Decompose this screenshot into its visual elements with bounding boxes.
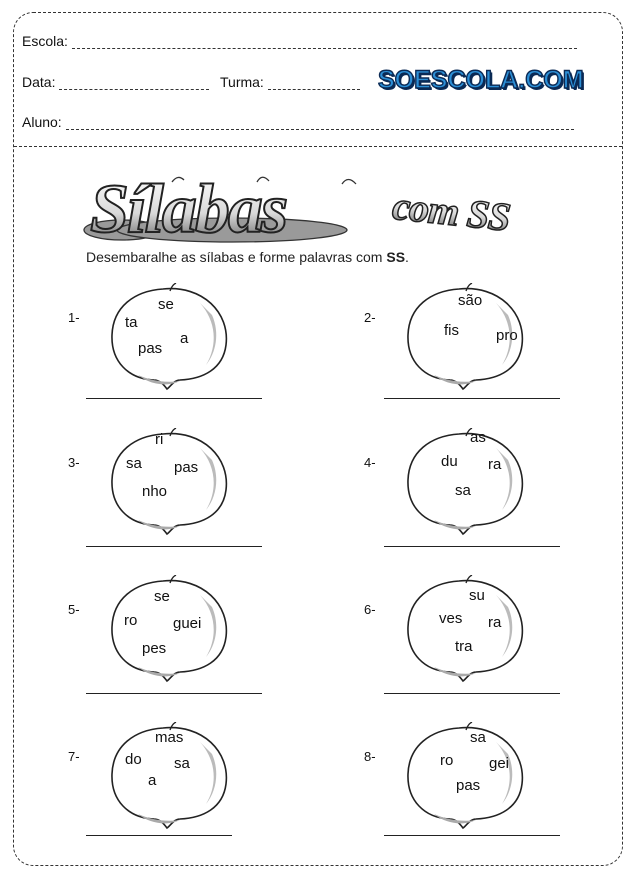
fruit-outline-icon bbox=[404, 575, 529, 685]
syllable: ta bbox=[125, 314, 138, 331]
school-field bbox=[22, 33, 577, 49]
syllable: du bbox=[441, 453, 458, 470]
syllable: se bbox=[158, 296, 174, 313]
syllable: ro bbox=[440, 752, 454, 769]
exercise-number: 1- bbox=[68, 310, 80, 325]
date-field bbox=[22, 74, 209, 90]
instruction-bold: SS bbox=[386, 249, 406, 265]
syllable: pas bbox=[174, 459, 199, 476]
answer-line[interactable] bbox=[384, 693, 560, 694]
syllable: pes bbox=[142, 640, 167, 657]
syllable: ri bbox=[155, 431, 164, 448]
syllable: sa bbox=[174, 755, 190, 772]
class-label: Turma: bbox=[220, 74, 264, 90]
answer-line[interactable] bbox=[384, 398, 560, 399]
syllable: sa bbox=[126, 455, 142, 472]
syllable: pas bbox=[456, 777, 481, 794]
syllable: fis bbox=[444, 322, 459, 339]
school-label: Escola: bbox=[22, 33, 68, 49]
date-label: Data: bbox=[22, 74, 56, 90]
answer-line[interactable] bbox=[86, 693, 262, 694]
exercise-number: 2- bbox=[364, 310, 376, 325]
page-border bbox=[13, 12, 623, 866]
syllable: pas bbox=[138, 340, 163, 357]
date-line[interactable] bbox=[59, 77, 209, 90]
syllable: pro bbox=[496, 327, 518, 344]
syllable: sa bbox=[455, 482, 471, 499]
exercise-number: 4- bbox=[364, 455, 376, 470]
syllable: são bbox=[458, 292, 483, 309]
answer-line[interactable] bbox=[86, 835, 232, 836]
syllable: su bbox=[469, 587, 485, 604]
brand-logo: SOESCOLA.COM bbox=[378, 66, 584, 94]
answer-line[interactable] bbox=[86, 546, 262, 547]
answer-line[interactable] bbox=[86, 398, 262, 399]
student-label: Aluno: bbox=[22, 114, 62, 130]
syllable: do bbox=[125, 751, 142, 768]
header-divider bbox=[14, 146, 622, 147]
syllable: guei bbox=[173, 615, 202, 632]
syllable: as bbox=[470, 429, 486, 446]
syllable: mas bbox=[155, 729, 184, 746]
syllable: sa bbox=[470, 729, 486, 746]
title-suffix: com SS bbox=[390, 182, 512, 240]
school-line[interactable] bbox=[72, 36, 577, 49]
class-field bbox=[220, 74, 360, 90]
fruit-outline-icon bbox=[108, 575, 233, 685]
title-main: Sílabas bbox=[90, 172, 287, 247]
exercise-number: 3- bbox=[68, 455, 80, 470]
student-line[interactable] bbox=[66, 117, 574, 130]
syllable: nho bbox=[142, 483, 168, 500]
syllable: se bbox=[154, 588, 170, 605]
exercise-number: 8- bbox=[364, 749, 376, 764]
syllable: ra bbox=[488, 614, 502, 631]
syllable: a bbox=[180, 330, 189, 347]
exercise-number: 6- bbox=[364, 602, 376, 617]
syllable: ro bbox=[124, 612, 138, 629]
syllable: a bbox=[148, 772, 157, 789]
answer-line[interactable] bbox=[384, 835, 560, 836]
exercise-number: 5- bbox=[68, 602, 80, 617]
instruction: Desembaralhe as sílabas e forme palavras com SS. bbox=[86, 249, 409, 265]
answer-line[interactable] bbox=[384, 546, 560, 547]
exercise-number: 7- bbox=[68, 749, 80, 764]
syllable: ra bbox=[488, 456, 502, 473]
title-art bbox=[82, 172, 582, 247]
syllable: tra bbox=[455, 638, 473, 655]
class-line[interactable] bbox=[268, 77, 360, 90]
student-field bbox=[22, 114, 574, 130]
fruit-outline-icon bbox=[108, 428, 233, 538]
syllable: gei bbox=[489, 755, 510, 772]
syllable: ves bbox=[439, 610, 463, 627]
